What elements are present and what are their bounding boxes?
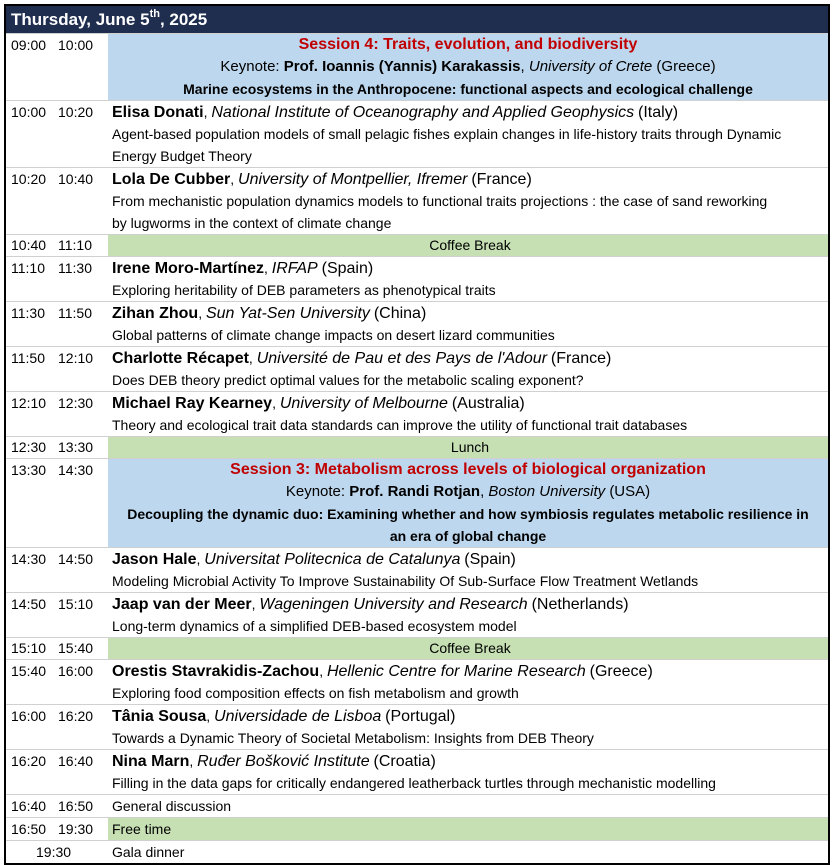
start-time: 11:10	[11, 260, 45, 276]
start-time: 10:00	[11, 104, 47, 120]
keynote-label: Keynote:	[285, 483, 350, 500]
start-time: 09:00	[11, 37, 47, 53]
start-time: 11:50	[11, 350, 45, 366]
keynote-country: (USA)	[609, 483, 651, 500]
end-time: 11:50	[58, 305, 92, 321]
talk-row: 14:30 14:50 Jason Hale, Universitat Politecnica de Catalunya (Spain) Modeling Microbial Activity To Improve Sustainability Of Sub-Surface Flow Treatment Wetlands	[6, 547, 828, 592]
end-time: 12:30	[58, 395, 94, 411]
keynote-affiliation: University of Crete	[528, 58, 653, 75]
speaker-name: Orestis Stavrakidis-Zachou	[112, 663, 320, 680]
start-time: 10:40	[11, 237, 47, 253]
speaker-affiliation: Sun Yat-Sen University	[205, 305, 370, 322]
speaker-country: (Spain)	[464, 551, 516, 568]
talk-title: Filling in the data gaps for critically endangered leatherback turtles through mechanistic modelling	[112, 775, 716, 791]
end-time: 13:30	[58, 439, 94, 455]
discussion-label: General discussion	[112, 798, 232, 814]
talk-row: 14:50 15:10 Jaap van der Meer, Wageningen University and Research (Netherlands) Long-term dynamics of a simplified DEB-based ecosystem model	[6, 592, 828, 637]
keynote-country: (Greece)	[656, 58, 716, 75]
day-label: Thursday, June 5	[11, 10, 150, 29]
break-label: Coffee Break	[108, 235, 828, 256]
start-time: 16:20	[11, 753, 47, 769]
start-time: 16:00	[11, 708, 47, 724]
end-time: 16:20	[58, 708, 94, 724]
speaker-name: Michael Ray Kearney	[112, 395, 273, 412]
end-time: 19:30	[58, 821, 94, 837]
talk-row: 12:10 12:30 Michael Ray Kearney, University of Melbourne (Australia) Theory and ecological trait data standards can improve the utility of functional trait databases	[6, 391, 828, 436]
keynote-talk-title: Decoupling the dynamic duo: Examining whether and how symbiosis regulates metabolic resilience in an era of global change	[127, 506, 809, 544]
speaker-name: Lola De Cubber	[112, 171, 231, 188]
break-label: Lunch	[108, 437, 828, 458]
end-time: 10:00	[58, 37, 94, 53]
end-time: 12:10	[58, 350, 94, 366]
speaker-country: (France)	[550, 350, 612, 367]
speaker-country: (Greece)	[589, 663, 653, 680]
speaker-country: (Spain)	[321, 260, 374, 277]
end-time: 16:40	[58, 753, 94, 769]
talk-title: Modeling Microbial Activity To Improve Sustainability Of Sub-Surface Flow Treatment Wetlands	[112, 573, 699, 589]
start-time: 12:10	[11, 395, 47, 411]
session-title: Session 4: Traits, evolution, and biodiversity	[298, 36, 638, 53]
gala-label: Gala dinner	[112, 844, 185, 860]
break-row	[6, 436, 828, 458]
end-time: 11:10	[58, 237, 92, 253]
start-time: 15:40	[11, 663, 47, 679]
end-time: 16:50	[58, 798, 94, 814]
day-year: , 2025	[159, 10, 208, 29]
speaker-name: Jason Hale	[112, 551, 197, 568]
speaker-affiliation: Ruđer Bošković Institute	[197, 753, 370, 770]
speaker-affiliation: Wageningen University and Research	[259, 596, 528, 613]
speaker-name: Jaap van der Meer	[112, 596, 252, 613]
keynote-speaker: Prof. Randi Rotjan	[349, 483, 481, 500]
end-time: 16:00	[58, 663, 94, 679]
free-time-row	[6, 817, 828, 840]
talk-title: Does DEB theory predict optimal values for the metabolic scaling exponent?	[112, 372, 584, 388]
talk-row: 15:40 16:00 Orestis Stavrakidis-Zachou, Hellenic Centre for Marine Research (Greece) Exploring food composition effects on fish metabolism and growth	[6, 659, 828, 704]
speaker-name: Nina Marn	[112, 753, 190, 770]
speaker-name: Elisa Donati	[112, 104, 204, 121]
start-time: 13:30	[11, 462, 47, 478]
talk-title: Towards a Dynamic Theory of Societal Metabolism: Insights from DEB Theory	[112, 730, 594, 746]
talk-row: 10:20 10:40 Lola De Cubber, University of Montpellier, Ifremer (France) From mechanistic population dynamics models to functional traits projections : the case of sand reworking by lugworms in the context of climate change	[6, 167, 828, 234]
speaker-affiliation: Hellenic Centre for Marine Research	[326, 663, 586, 680]
end-time: 14:50	[58, 551, 94, 567]
discussion-row	[6, 794, 828, 817]
speaker-country: (Portugal)	[385, 708, 456, 725]
talk-title: Global patterns of climate change impacts on desert lizard communities	[112, 327, 555, 343]
end-time: 10:20	[58, 104, 94, 120]
keynote-line: Keynote: Prof. Ioannis (Yannis) Karakassis, University of Crete (Greece)	[220, 58, 716, 75]
keynote-talk-title: Marine ecosystems in the Anthropocene: functional aspects and ecological challenge	[183, 81, 753, 97]
speaker-affiliation: Universidade de Lisboa	[214, 708, 382, 725]
talk-title: From mechanistic population dynamics models to functional traits projections : the case of sand reworking by lugworms in the context of climate change	[112, 193, 768, 231]
day-suffix: th	[149, 8, 160, 21]
break-row	[6, 637, 828, 659]
break-row	[6, 234, 828, 256]
start-time: 16:50	[11, 821, 47, 837]
talk-row: 10:00 10:20 Elisa Donati, National Institute of Oceanography and Applied Geophysics (Italy) Agent-based population models of small pelagic fishes explain changes in life-history traits through Dynamic Energy Budget Theory	[6, 100, 828, 167]
talk-title: Theory and ecological trait data standards can improve the utility of functional trait databases	[112, 417, 688, 433]
day-header	[6, 6, 828, 33]
keynote-affiliation: Boston University	[488, 483, 606, 500]
talk-title: Long-term dynamics of a simplified DEB-based ecosystem model	[112, 618, 517, 634]
end-time: 14:30	[58, 462, 94, 478]
talk-row: 11:30 11:50 Zihan Zhou, Sun Yat-Sen University (China) Global patterns of climate change impacts on desert lizard communities	[6, 301, 828, 346]
session-row	[6, 33, 828, 100]
speaker-country: (Croatia)	[373, 753, 436, 770]
keynote-speaker: Prof. Ioannis (Yannis) Karakassis	[283, 58, 521, 75]
talk-row: 11:10 11:30 Irene Moro-Martínez, IRFAP (Spain) Exploring heritability of DEB parameters as phenotypical traits	[6, 256, 828, 301]
talk-title: Agent-based population models of small pelagic fishes explain changes in life-history traits through Dynamic Energy Budget Theory	[112, 126, 782, 164]
end-time: 15:10	[58, 596, 94, 612]
talk-title: Exploring heritability of DEB parameters as phenotypical traits	[112, 282, 496, 298]
speaker-affiliation: National Institute of Oceanography and Applied Geophysics	[211, 104, 635, 121]
speaker-country: (Australia)	[451, 395, 525, 412]
speaker-affiliation: University of Melbourne	[279, 395, 448, 412]
talk-row: 16:20 16:40 Nina Marn, Ruđer Bošković Institute (Croatia) Filling in the data gaps for critically endangered leatherback turtles through mechanistic modelling	[6, 749, 828, 794]
speaker-name: Irene Moro-Martínez	[112, 260, 265, 277]
talk-row: 16:00 16:20 Tânia Sousa, Universidade de Lisboa (Portugal) Towards a Dynamic Theory of Societal Metabolism: Insights from DEB Theory	[6, 704, 828, 749]
end-time: 10:40	[58, 171, 94, 187]
start-time: 12:30	[11, 439, 47, 455]
end-time: 11:30	[58, 260, 92, 276]
start-time: 14:50	[11, 596, 47, 612]
talk-row: 11:50 12:10 Charlotte Récapet, Université de Pau et des Pays de l'Adour (France) Does DEB theory predict optimal values for the metabolic scaling exponent?	[6, 346, 828, 391]
speaker-country: (France)	[471, 171, 532, 188]
speaker-affiliation: IRFAP	[271, 260, 318, 277]
speaker-affiliation: Université de Pau et des Pays de l'Adour	[256, 350, 548, 367]
schedule-table	[4, 4, 830, 865]
end-time: 15:40	[58, 640, 94, 656]
start-time: 16:40	[11, 798, 47, 814]
speaker-name: Tânia Sousa	[112, 708, 207, 725]
start-time: 10:20	[11, 171, 47, 187]
talk-title: Exploring food composition effects on fish metabolism and growth	[112, 685, 519, 701]
break-label: Coffee Break	[108, 638, 828, 659]
start-time: 14:30	[11, 551, 47, 567]
keynote-label: Keynote:	[220, 58, 284, 75]
start-time: 15:10	[11, 640, 47, 656]
speaker-name: Zihan Zhou	[112, 305, 199, 322]
speaker-affiliation: Universitat Politecnica de Catalunya	[204, 551, 461, 568]
start-time: 11:30	[11, 305, 45, 321]
speaker-name: Charlotte Récapet	[112, 350, 249, 367]
session-row	[6, 458, 828, 547]
speaker-country: (Netherlands)	[531, 596, 629, 613]
session-title: Session 3: Metabolism across levels of biological organization	[230, 461, 706, 478]
speaker-country: (China)	[373, 305, 427, 322]
start-time: 19:30	[36, 844, 72, 860]
speaker-affiliation: University of Montpellier, Ifremer	[238, 171, 468, 188]
speaker-country: (Italy)	[638, 104, 679, 121]
keynote-line: Keynote: Prof. Randi Rotjan, Boston University (USA)	[285, 483, 651, 500]
free-time-label: Free time	[108, 818, 828, 840]
